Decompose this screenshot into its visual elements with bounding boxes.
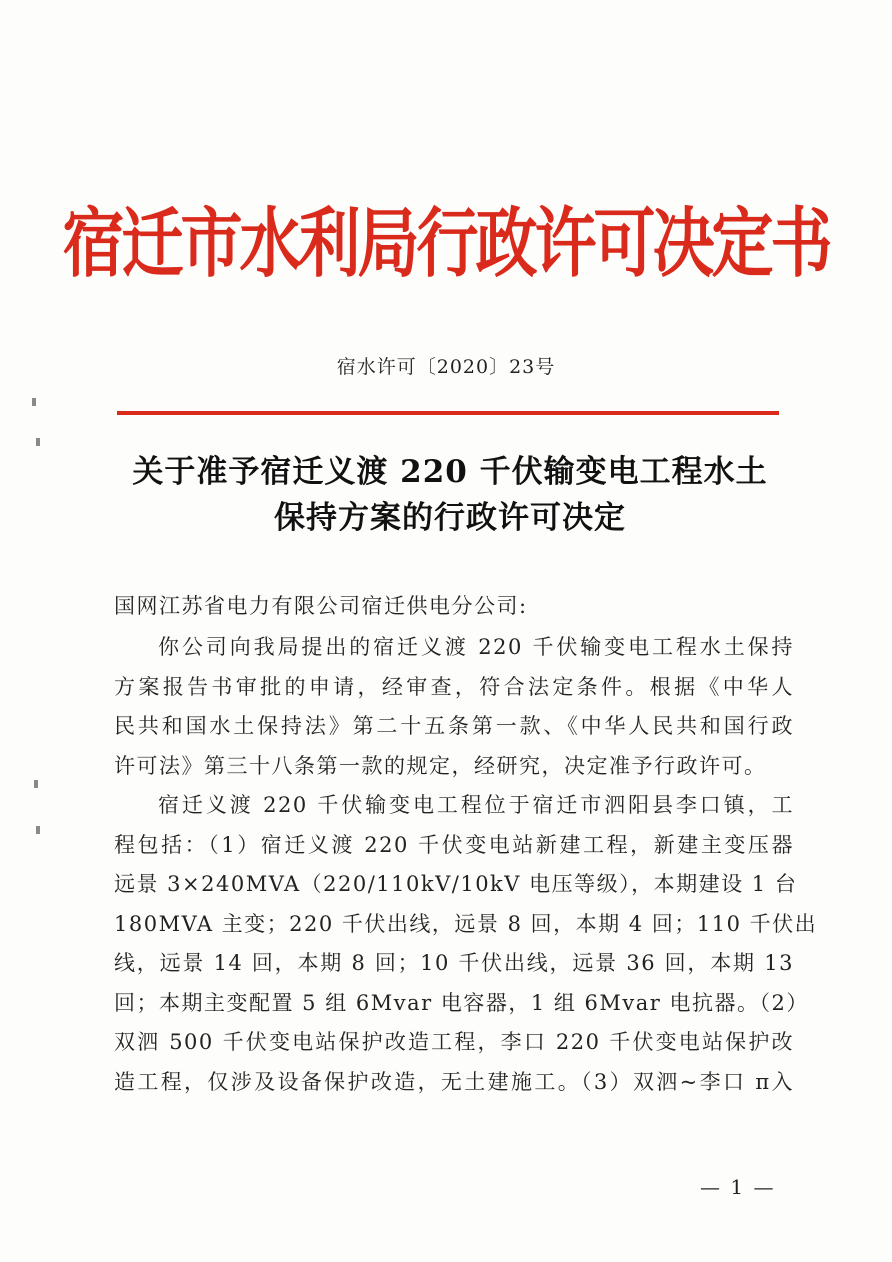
body-line: 远景 3×240MVA（220/110kV/10kV 电压等级），本期建设 1 台 [114, 872, 798, 896]
document-number: 宿水许可〔2020〕23号 [336, 356, 556, 378]
body-line: 程包括：（1）宿迁义渡 220 千伏变电站新建工程，新建主变压器 [114, 832, 794, 857]
body-line: 线，远景 14 回，本期 8 回；10 千伏出线，远景 36 回，本期 13 [114, 951, 794, 975]
body-line: 你公司向我局提出的宿迁义渡 220 千伏输变电工程水土保持 [158, 635, 794, 659]
decision-subject-line-1: 关于准予宿迁义渡 220 千伏输变电工程水土 [132, 454, 768, 490]
body-line: 回；本期主变配置 5 组 6Mvar 电容器，1 组 6Mvar 电抗器。（2） [114, 990, 809, 1015]
decision-subject [100, 449, 800, 541]
scan-mark [36, 438, 40, 446]
body-line: 许可法》第三十八条第一款的规定，经研究，决定准予行政许可。 [114, 753, 767, 778]
scan-mark [36, 826, 40, 834]
body-line: 宿迁义渡 220 千伏输变电工程位于宿迁市泗阳县李口镇，工 [158, 793, 794, 817]
document-header-title: 宿迁市水利局行政许可决定书 [62, 198, 830, 288]
scan-mark [32, 398, 36, 406]
body-line: 民共和国水土保持法》第二十五条第一款、《中华人民共和国行政 [114, 714, 794, 738]
body-line: 方案报告书审批的申请，经审查，符合法定条件。根据《中华人 [114, 674, 794, 699]
page-number: — 1 — [700, 1175, 776, 1199]
addressee: 国网江苏省电力有限公司宿迁供电分公司: [114, 594, 528, 618]
scan-mark [34, 780, 38, 788]
body-line: 造工程，仅涉及设备保护改造，无土建施工。（3）双泗~李口 π入 [114, 1069, 794, 1094]
red-divider-line [117, 411, 779, 415]
body-line: 180MVA 主变；220 千伏出线，远景 8 回，本期 4 回；110 千伏出 [114, 911, 818, 936]
decision-subject-line-2: 保持方案的行政许可决定 [274, 500, 626, 536]
body-text [114, 628, 818, 1102]
body-line: 双泗 500 千伏变电站保护改造工程，李口 220 千伏变电站保护改 [114, 1030, 794, 1054]
